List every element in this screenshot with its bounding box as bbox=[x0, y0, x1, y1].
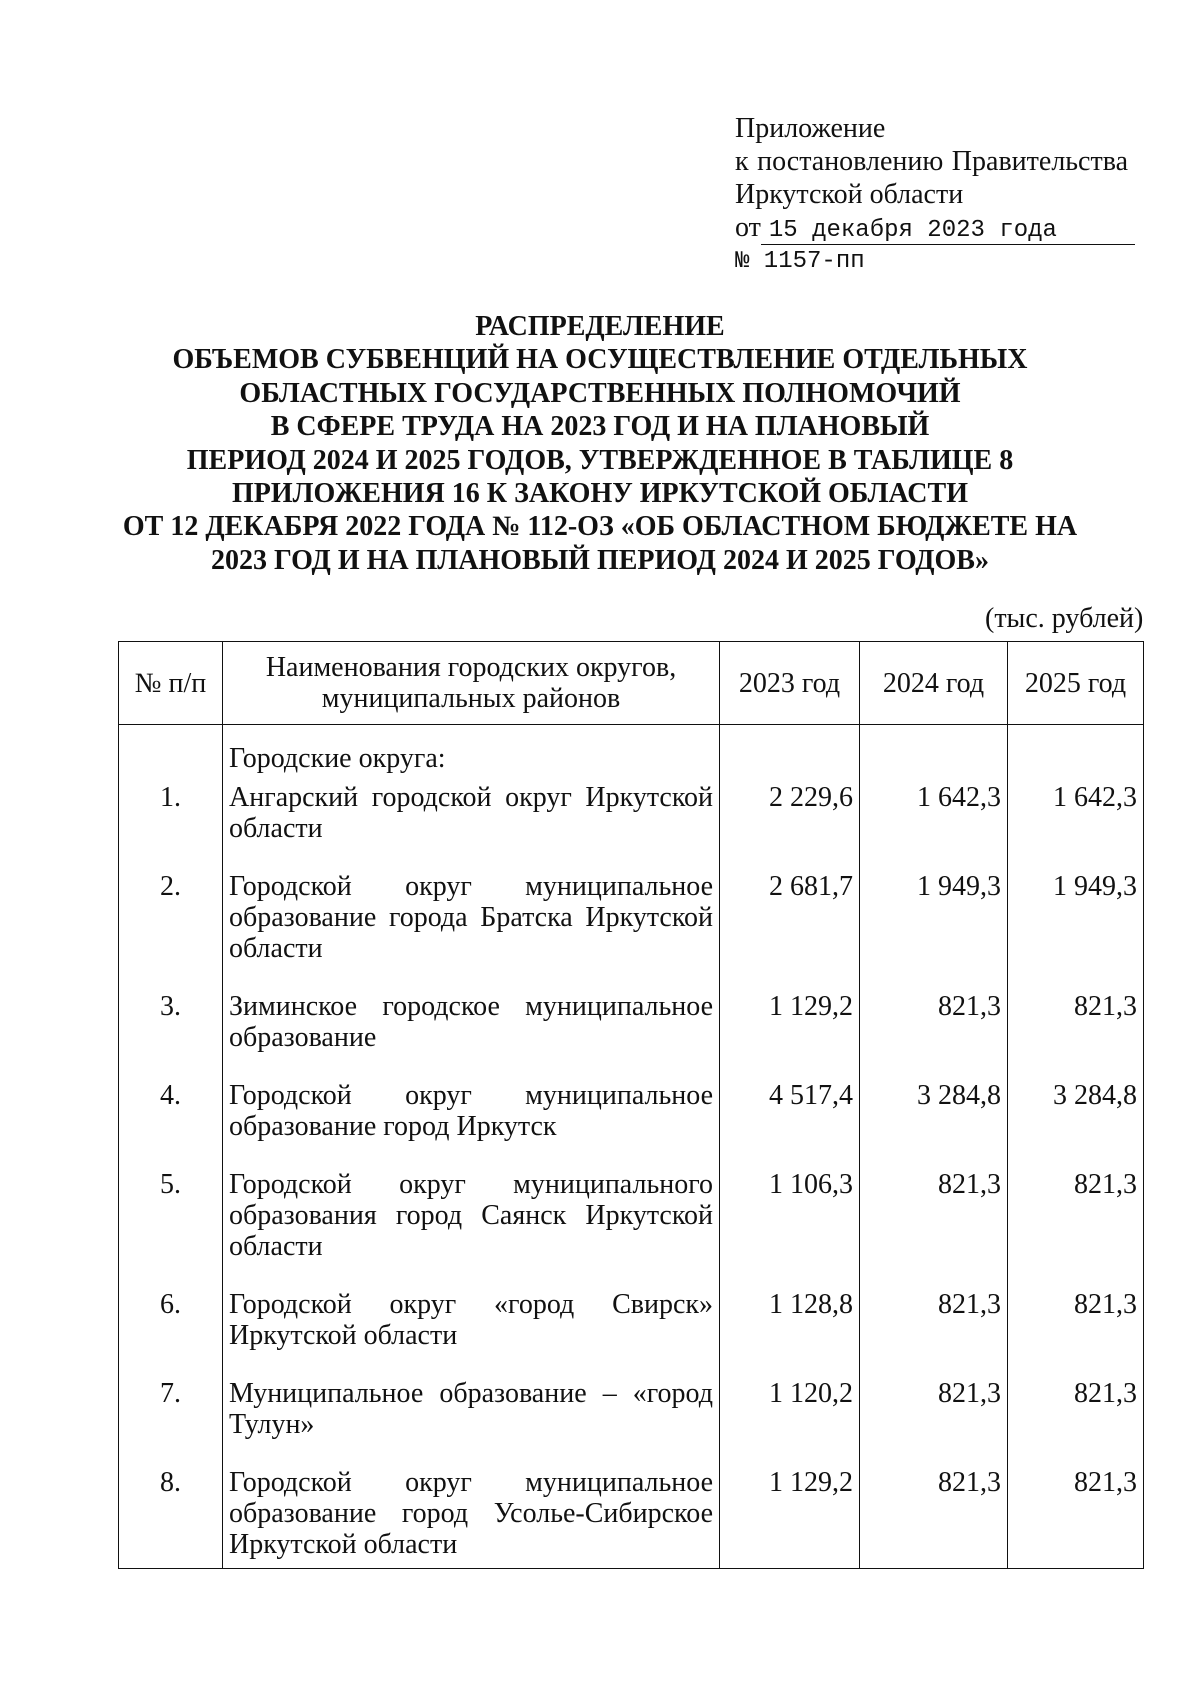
row-2023: 1 129,2 bbox=[720, 1467, 860, 1569]
row-name: Муниципальное образование – «город Тулун» bbox=[223, 1378, 720, 1467]
row-2023: 1 129,2 bbox=[720, 991, 860, 1080]
row-num: 1. bbox=[119, 782, 223, 871]
row-2025: 821,3 bbox=[1008, 1169, 1144, 1289]
row-name: Городской округ муниципальное образование город Иркутск bbox=[223, 1080, 720, 1169]
row-2023: 1 106,3 bbox=[720, 1169, 860, 1289]
appendix-date-value: 15 декабря 2023 года bbox=[761, 218, 1135, 245]
header-2025: 2025 год bbox=[1008, 642, 1144, 725]
row-2023: 2 229,6 bbox=[720, 782, 860, 871]
title-line: ОТ 12 ДЕКАБРЯ 2022 ГОДА № 112-ОЗ «ОБ ОБЛАСТНОМ БЮДЖЕТЕ НА bbox=[122, 511, 1078, 543]
row-2023: 4 517,4 bbox=[720, 1080, 860, 1169]
row-2024: 821,3 bbox=[860, 1169, 1008, 1289]
title-line: ОБЛАСТНЫХ ГОСУДАРСТВЕННЫХ ПОЛНОМОЧИЙ bbox=[239, 377, 961, 409]
table-row bbox=[119, 1378, 1144, 1467]
appendix-word-resolution: постановлению bbox=[757, 146, 944, 177]
header-num: № п/п bbox=[119, 642, 223, 725]
table-header-row bbox=[119, 642, 1144, 725]
row-2023: 2 681,7 bbox=[720, 871, 860, 991]
row-2024: 821,3 bbox=[860, 1378, 1008, 1467]
row-name: Ангарский городской округ Иркутской области bbox=[223, 782, 720, 871]
appendix-region: Иркутской области bbox=[735, 179, 964, 210]
table-row bbox=[119, 1169, 1144, 1289]
row-name: Городской округ муниципального образования город Саянск Иркутской области bbox=[223, 1169, 720, 1289]
row-2025: 821,3 bbox=[1008, 1289, 1144, 1378]
row-2024: 1 949,3 bbox=[860, 871, 1008, 991]
appendix-to-resolution bbox=[735, 145, 1128, 178]
row-name: Городской округ «город Свирск» Иркутской области bbox=[223, 1289, 720, 1378]
row-2025: 821,3 bbox=[1008, 1467, 1144, 1569]
row-2024: 821,3 bbox=[860, 1467, 1008, 1569]
title-line: ПРИЛОЖЕНИЯ 16 К ЗАКОНУ ИРКУТСКОЙ ОБЛАСТИ bbox=[232, 478, 968, 510]
title-line: РАСПРЕДЕЛЕНИЕ bbox=[475, 311, 725, 342]
row-num: 6. bbox=[119, 1289, 223, 1378]
row-2023: 1 128,8 bbox=[720, 1289, 860, 1378]
row-num: 2. bbox=[119, 871, 223, 991]
row-2025: 3 284,8 bbox=[1008, 1080, 1144, 1169]
row-2024: 821,3 bbox=[860, 991, 1008, 1080]
row-2025: 821,3 bbox=[1008, 1378, 1144, 1467]
row-2025: 1 949,3 bbox=[1008, 871, 1144, 991]
appendix-label: Приложение bbox=[735, 113, 886, 144]
appendix-number: № 1157-пп bbox=[735, 248, 865, 275]
row-2025: 1 642,3 bbox=[1008, 782, 1144, 871]
units-label: (тыс. рублей) bbox=[985, 603, 1144, 634]
header-2024: 2024 год bbox=[860, 642, 1008, 725]
appendix-header bbox=[735, 112, 1135, 278]
row-2024: 1 642,3 bbox=[860, 782, 1008, 871]
header-2023: 2023 год bbox=[720, 642, 860, 725]
row-name: Городской округ муниципальное образование город Усолье-Сибирское Иркутской области bbox=[223, 1467, 720, 1569]
subvention-table bbox=[118, 641, 1144, 1569]
table-row bbox=[119, 782, 1144, 871]
table-row bbox=[119, 871, 1144, 991]
table-row bbox=[119, 1289, 1144, 1378]
row-num: 5. bbox=[119, 1169, 223, 1289]
header-name: Наименования городских округов, муниципальных районов bbox=[223, 642, 720, 725]
group-label: Городские округа: bbox=[223, 737, 720, 782]
title-line: ОБЪЕМОВ СУБВЕНЦИЙ НА ОСУЩЕСТВЛЕНИЕ ОТДЕЛЬНЫХ bbox=[172, 344, 1028, 376]
row-name: Городской округ муниципальное образование города Братска Иркутской области bbox=[223, 871, 720, 991]
row-num: 4. bbox=[119, 1080, 223, 1169]
appendix-date-prefix: от bbox=[735, 212, 761, 243]
appendix-word-government: Правительства bbox=[951, 146, 1128, 177]
row-2025: 821,3 bbox=[1008, 991, 1144, 1080]
title-line: ПЕРИОД 2024 И 2025 ГОДОВ, УТВЕРЖДЕННОЕ В ТАБЛИЦЕ 8 bbox=[186, 444, 1014, 476]
table-row bbox=[119, 1467, 1144, 1569]
row-name: Зиминское городское муниципальное образование bbox=[223, 991, 720, 1080]
table-row bbox=[119, 991, 1144, 1080]
title-line: В СФЕРЕ ТРУДА НА 2023 ГОД И НА ПЛАНОВЫЙ bbox=[270, 411, 930, 443]
row-num: 7. bbox=[119, 1378, 223, 1467]
title-line: 2023 ГОД И НА ПЛАНОВЫЙ ПЕРИОД 2024 И 2025 ГОДОВ» bbox=[211, 544, 989, 576]
appendix-word-k: к bbox=[735, 146, 749, 177]
row-num: 8. bbox=[119, 1467, 223, 1569]
spacer-row bbox=[119, 725, 1144, 738]
row-2024: 3 284,8 bbox=[860, 1080, 1008, 1169]
row-2023: 1 120,2 bbox=[720, 1378, 860, 1467]
group-row bbox=[119, 737, 1144, 782]
document-title bbox=[60, 310, 1140, 577]
appendix-date-line bbox=[735, 211, 1135, 245]
table-row bbox=[119, 1080, 1144, 1169]
row-2024: 821,3 bbox=[860, 1289, 1008, 1378]
row-num: 3. bbox=[119, 991, 223, 1080]
